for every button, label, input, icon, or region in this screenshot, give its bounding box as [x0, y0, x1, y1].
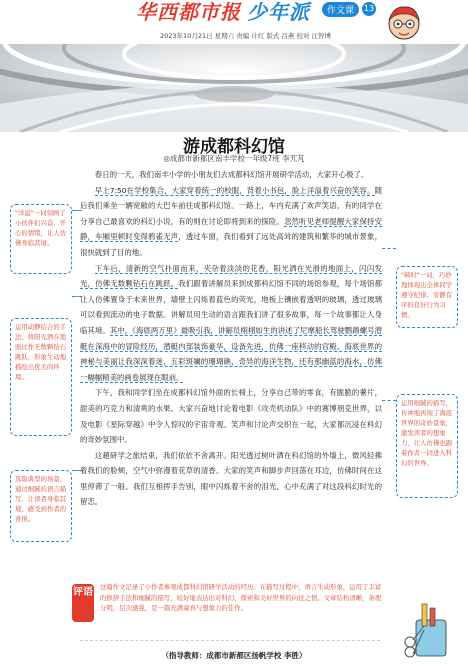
highlighted-sentence: 下车后，清新的空气扑面而来，夹杂着淡淡的花香，阳光洒在光滑的地面上，闪闪发光，仿佛无数颗钻石在跳跃。: [80, 263, 382, 289]
newspaper-header: [0, 0, 468, 44]
article-body: [80, 167, 382, 510]
article-paragraph: [80, 183, 382, 261]
scifi-hall-banner: [0, 44, 468, 132]
teacher-comment: [72, 574, 386, 626]
article-title: 游成都科幻馆: [183, 137, 285, 157]
annotation-right-2: 运用细腻的描写，传神地再现了海底世界的奇妙景象，激发读者的想象力，让人仿佛也跟着作者一同进入科幻的世界。: [396, 394, 458, 498]
annotation-leader: [72, 470, 82, 471]
paragraph-text: 我们跟着讲解员来到成都科幻馆不同的场馆参观，每个场馆都让人仿佛置身于未来世界，墙壁上闪烁着蓝色的荧光，地板上镶嵌着透明的玻璃，透过玻璃可以看到流动的电子数据。讲解员用生动的语言跟我们讲了很多故事，每一个故事都让人身临其境。: [80, 279, 382, 335]
annotation-leader: [382, 400, 396, 401]
column-tag: 作文课: [322, 2, 359, 17]
annotation-left-1: "洋溢"一词刻画了小伙伴们兴奋、开心的情绪，让人仿佛身临其境。: [10, 204, 72, 274]
annotation-leader: [72, 296, 82, 297]
article-paragraph: [80, 261, 382, 386]
paragraph-text: 下午，我和同学们坐在成都科幻馆外面的长椅上，分享自己带的零食，有脆脆的薯片，甜美的巧克力和清爽的水果。大家兴奋地讨论着电影《攻壳机动队》中的赛博朋克世界，以及电影《星际穿越》中令人惊叹的宇宙奇观。笑声和讨论声交织在一起，大家都沉浸在科幻的奇妙氛围中。: [80, 388, 382, 445]
paragraph-text: 春日的一天，我们南丰小学的小朋友们去成都科幻馆开展研学活动，大家开心极了。: [94, 170, 369, 179]
highlighted-sentence: 其中，《海底两万里》最吸引我，讲解员栩栩如生的讲述了尼摩船长驾驶鹦鹉螺号潜艇在深海中的冒险经历，潜艇内部装饰豪华，设备先进，仿佛一座移动的宫殿。海底世界的神秘与美丽让我深深着迷，五彩斑斓的珊瑚礁，奇异的海洋生物，还有那幽蓝的海水，仿佛一幅幅精美的画卷展现在眼前。: [80, 325, 382, 382]
footer-divider: [80, 640, 380, 641]
annotation-left-3: 选取典型的场景，通过细腻的语言描写，让读者身临其境、感受到作者的喜悦。: [10, 470, 72, 542]
highlighted-sentence: 早上7:50在学校集合，大家穿着统一的校服，背着小书包，脸上洋溢着兴奋的笑容。: [94, 185, 375, 195]
annotation-leader: [72, 210, 82, 211]
annotation-leader: [382, 248, 396, 249]
masthead-section: 少年派: [247, 0, 310, 24]
teacher-credit: （指导教师：成都市新都区扬帆学校 李胜）: [161, 651, 307, 660]
annotation-left-2: 运用动静结合的手法，将阳光洒在地面比作无数颗钻石跳跃，形象生动地描绘出优美的环境。: [10, 318, 72, 436]
dateline: 2023年10月21日 星期六 责编 计红 版式 吕燕 校对 汪智博: [160, 32, 332, 40]
masthead-brand: 华西都市报: [136, 0, 241, 24]
paragraph-text: ，透过车窗，我们看到了远处高耸的建筑和繁华的城市景象，很快就到了目的地。: [80, 232, 382, 257]
issue-number: 13: [362, 2, 376, 16]
mascot-illustration: [382, 2, 426, 46]
comment-badge: 评语: [72, 584, 94, 622]
paragraph-text: 这趟研学之旅结束，我们依依不舍离开。阳光透过树叶洒在科幻馆的外墙上，微风轻拂着我们的脸颊，空气中弥漫着花草的清香。大家的笑声和脚步声回荡在耳边，仿佛时间在这里停滞了一般。我们互相挥手告别，眼中闪烁着不舍的泪光，心中充满了对这段科幻时光的留恋。: [80, 450, 382, 507]
paragraph-text: 随后我们乘坐一辆宽敞的大巴车前往成都科幻馆。一路上，车内充满了欢声笑语，有的同学在分享自己最喜欢的科幻小说，有的则在讨论即将到来的探险。: [80, 185, 382, 226]
comment-text: 这篇作文记录了小作者参观成都科幻馆研学活动的经历。在描写过程中，语言生动形象，运用了丰富的修辞手法和细腻的描写，较好地表达出对科幻、探索和美好世界的向往之情。文章结构清晰，条理分明，层次感强，是一篇充满童真与想象力的佳作。: [100, 583, 382, 612]
article-paragraph: [80, 167, 382, 183]
scifi-hall-illustration: [0, 44, 468, 132]
masthead: [136, 0, 310, 24]
highlighted-sentence: 忽然听见老师提醒大家保持安静，车厢里顿时变得鸦雀无声: [80, 216, 382, 242]
annotation-right-1: "顿时"一词，巧妙地体现出全体同学遵守纪律、安静有序的良好行为习惯。: [396, 266, 458, 328]
article-paragraph: [80, 385, 382, 447]
article-paragraph: [80, 448, 382, 510]
article-byline: ◎成都市新都区南丰学校一年级7班 李艽芃: [163, 154, 305, 163]
